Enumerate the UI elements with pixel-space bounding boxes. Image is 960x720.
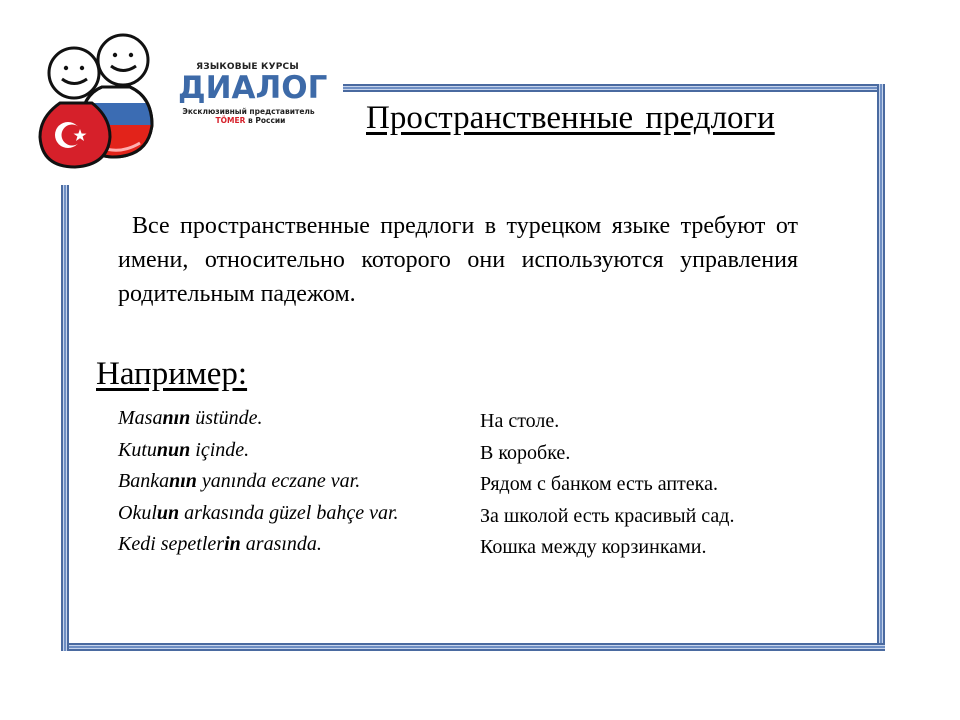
intro-paragraph: Все пространственные предлоги в турецком языке требуют от имени, относительно которого они используются управления родительным падежом.	[118, 213, 798, 307]
logo-text-block	[178, 62, 328, 125]
turkish-example: Kutunun içinde.	[118, 438, 250, 461]
examples-list	[118, 407, 818, 565]
logo-brand: ДИАЛОГ	[178, 70, 328, 106]
turkish-example: Bankanın yanında eczane var.	[118, 470, 361, 492]
examples-heading: Например:	[96, 356, 248, 392]
dialog-logo	[30, 25, 330, 175]
russian-translation: Рядом с банком есть аптека.	[480, 473, 718, 495]
example-row	[118, 533, 818, 565]
russian-translation: На столе.	[480, 410, 560, 432]
russian-translation: За школой есть красивый сад.	[480, 504, 735, 527]
turkish-example: Okulun arkasında güzel bahçe var.	[118, 501, 399, 524]
logo-top-line: ЯЗЫКОВЫЕ КУРСЫ	[196, 62, 299, 72]
russian-translation: Кошка между корзинками.	[480, 536, 707, 558]
frame-bottom-border	[61, 643, 885, 651]
mascot-icon	[30, 25, 180, 180]
example-row	[118, 407, 818, 439]
frame-top-border	[343, 84, 885, 92]
example-row	[118, 502, 818, 534]
example-row	[118, 470, 818, 502]
frame-right-border	[877, 84, 885, 651]
logo-subtitle-rest: в России	[245, 116, 286, 125]
slide-title: Пространственные предлоги	[366, 100, 775, 136]
frame-left-border	[61, 185, 69, 651]
logo-subtitle-1: Эксклюзивный представитель	[182, 107, 315, 116]
example-row	[118, 439, 818, 471]
turkish-example: Kedi sepetlerin arasında.	[118, 533, 322, 555]
russian-translation: В коробке.	[480, 441, 571, 464]
turkish-example: Masanın üstünde.	[118, 407, 263, 429]
logo-subtitle-2	[178, 116, 323, 125]
logo-tomer: TÖMER	[215, 116, 246, 125]
